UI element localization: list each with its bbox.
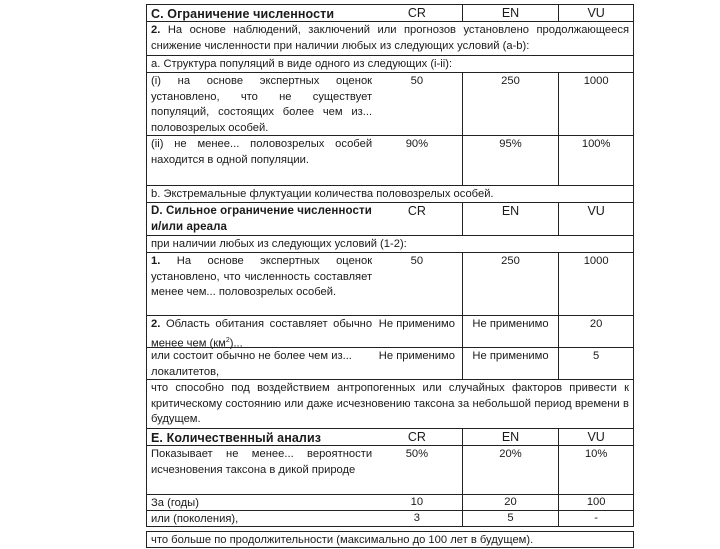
value-en: Не применимо bbox=[462, 316, 559, 347]
row-label: (ii) не менее... половозрелых особей находится в одной популяции. bbox=[151, 138, 373, 166]
value-vu: 1000 bbox=[558, 73, 633, 135]
header-en: EN bbox=[462, 429, 559, 445]
section-d-title: D. Сильное ограничение численности и/или ареала bbox=[151, 205, 372, 233]
section-d-intro: при наличии любых из следующих условий (1-2): bbox=[151, 238, 407, 250]
value-vu: 10% bbox=[558, 446, 633, 494]
section-c-intro-row bbox=[146, 22, 634, 56]
row-label: или (поколения), bbox=[151, 513, 239, 525]
value-en: Не применимо bbox=[462, 348, 559, 379]
intro-number: 2. bbox=[151, 24, 161, 36]
table-row bbox=[146, 511, 634, 527]
value-cr: 3 bbox=[413, 512, 420, 524]
value-cr: 90% bbox=[405, 138, 429, 150]
value-cr: Не применимо bbox=[378, 350, 455, 362]
value-en: 95% bbox=[462, 136, 559, 185]
header-vu: VU bbox=[558, 429, 633, 445]
table-row bbox=[146, 253, 634, 316]
row-text-suffix: )... bbox=[229, 337, 243, 350]
header-vu: VU bbox=[558, 5, 633, 21]
section-c-intro bbox=[147, 22, 633, 55]
value-vu: 5 bbox=[558, 348, 633, 379]
value-vu: - bbox=[558, 511, 633, 526]
value-vu: 100 bbox=[558, 495, 633, 510]
row-label: Показывает не менее... вероятности исчезновения таксона в дикой природе bbox=[151, 448, 373, 476]
row-text: Область обитания составляет обычно менее чем (км bbox=[151, 318, 373, 350]
section-d-note-row bbox=[146, 380, 634, 429]
row-label bbox=[147, 316, 373, 350]
value-cr: 50% bbox=[405, 448, 429, 460]
header-en: EN bbox=[462, 203, 559, 235]
value-vu: 1000 bbox=[558, 253, 633, 315]
header-en: EN bbox=[462, 5, 559, 21]
sub-b-text: b. Экстремальные флуктуации количества половозрелых особей. bbox=[151, 188, 494, 200]
table-row bbox=[146, 348, 634, 380]
section-e-title: E. Количественный анализ bbox=[151, 431, 322, 445]
row-text: На основе экспертных оценок установлено, что численность составляет менее чем... половозрелых особей. bbox=[151, 255, 373, 299]
table-row bbox=[146, 316, 634, 348]
section-c-title: С. Ограничение численности bbox=[151, 7, 335, 21]
row-number: 2. bbox=[151, 318, 161, 330]
table-row bbox=[146, 73, 634, 136]
row-label bbox=[147, 253, 372, 315]
row-label: (i) на основе экспертных оценок установлено, что не существует популяций, состоящих более чем из... половозрелых особей. bbox=[151, 75, 373, 134]
value-cr: Не применимо bbox=[378, 318, 455, 330]
value-vu: 100% bbox=[558, 136, 633, 185]
value-en: 250 bbox=[462, 73, 559, 135]
section-d-note: что способно под воздействием антропогенных или случайных факторов привести к критическому состоянию или даже исчезновению таксона за небольшой период времени в будущем. bbox=[151, 382, 629, 426]
header-vu: VU bbox=[558, 203, 633, 235]
section-e-header-row bbox=[146, 429, 634, 446]
value-cr: 10 bbox=[410, 496, 424, 508]
criteria-table bbox=[146, 4, 634, 548]
value-cr: 50 bbox=[410, 75, 424, 87]
superscript: 2 bbox=[225, 336, 230, 344]
section-d-intro-row bbox=[146, 236, 634, 253]
value-en: 20 bbox=[462, 495, 559, 510]
row-label: За (годы) bbox=[151, 497, 199, 509]
intro-text: На основе наблюдений, заключений или прогнозов установлено продолжающееся снижение численности при наличии любых из следующих условий (a-b): bbox=[151, 24, 630, 52]
sub-a-text: a. Структура популяций в виде одного из следующих (i-ii): bbox=[151, 58, 453, 70]
value-en: 250 bbox=[462, 253, 559, 315]
table-row bbox=[146, 446, 634, 495]
row-label: или состоит обычно не более чем из... локалитетов, bbox=[151, 350, 352, 378]
table-row bbox=[146, 495, 634, 511]
section-c-sub-a-row bbox=[146, 56, 634, 73]
header-cr: CR bbox=[407, 6, 426, 20]
section-c-sub-b-row bbox=[146, 186, 634, 203]
value-en: 20% bbox=[462, 446, 559, 494]
value-vu: 20 bbox=[558, 316, 633, 347]
section-c-header-row bbox=[146, 4, 634, 22]
value-en: 5 bbox=[462, 511, 559, 526]
header-cr: CR bbox=[407, 204, 426, 218]
header-cr: CR bbox=[407, 430, 426, 444]
section-e-note: что больше по продолжительности (максимально до 100 лет в будущем). bbox=[151, 534, 534, 546]
section-d-header-row bbox=[146, 203, 634, 236]
table-row bbox=[146, 136, 634, 186]
value-cr: 50 bbox=[410, 255, 424, 267]
row-number: 1. bbox=[151, 255, 161, 267]
